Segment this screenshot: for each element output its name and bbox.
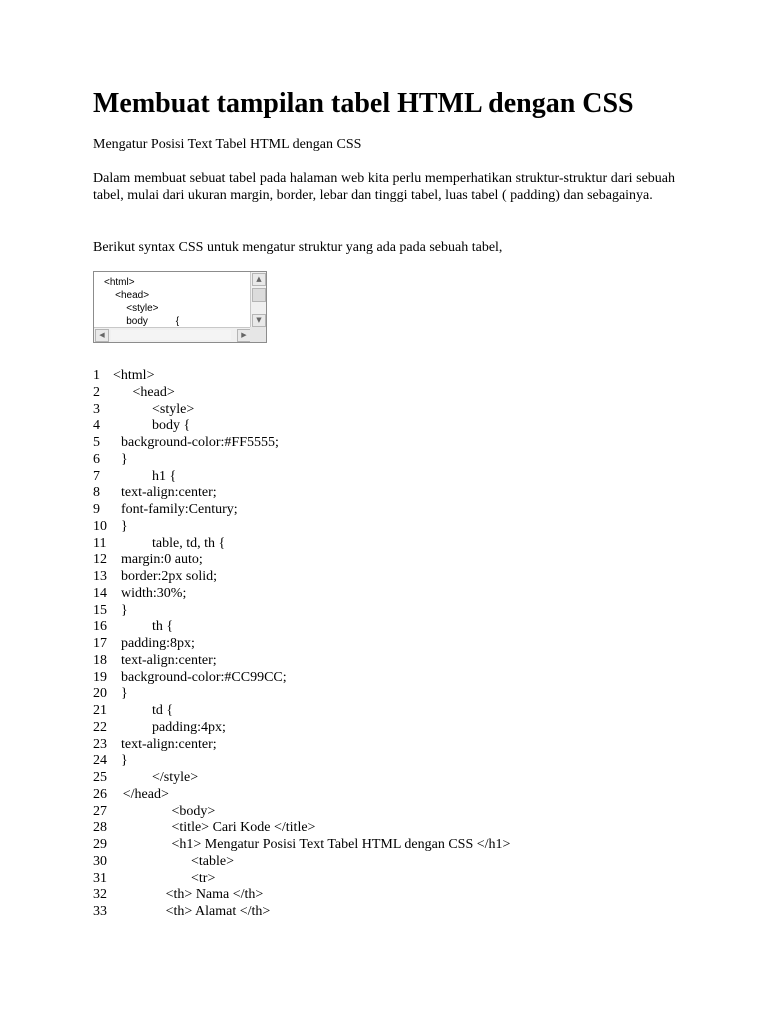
horizontal-scrollbar[interactable] (94, 327, 252, 342)
line-code: td { (152, 703, 174, 718)
line-number: 14 (93, 585, 107, 601)
line-code: text-align:center; (121, 485, 217, 501)
line-code: font-family:Century; (121, 502, 238, 517)
line-number: 30 (93, 853, 107, 869)
vertical-scrollbar[interactable] (250, 272, 266, 328)
line-number: 12 (93, 552, 107, 568)
line-number: 15 (93, 602, 107, 618)
line-number: 23 (93, 736, 107, 752)
line-number: 8 (93, 485, 100, 501)
scroll-right-icon[interactable]: ▶ (237, 329, 251, 342)
line-number: 4 (93, 418, 100, 434)
line-code: <th> Nama </th> (165, 887, 264, 903)
line-number: 20 (93, 686, 107, 702)
line-code: padding:4px; (152, 719, 226, 735)
line-code: h1 { (152, 468, 177, 484)
scrollbar-thumb[interactable] (252, 288, 266, 302)
line-code: text-align:center; (121, 736, 217, 752)
line-number: 31 (93, 870, 107, 886)
line-code: <html> (113, 368, 155, 383)
line-number: 28 (93, 820, 107, 836)
line-code: margin:0 auto; (121, 552, 203, 568)
line-code: width:30%; (121, 585, 187, 601)
scroll-down-icon[interactable]: ▼ (252, 314, 266, 327)
line-code: body { (152, 418, 191, 434)
line-code: border:2px solid; (121, 569, 218, 584)
line-number: 21 (93, 703, 107, 718)
line-code: } (121, 451, 128, 467)
line-code: } (121, 518, 128, 534)
line-number: 29 (93, 837, 107, 852)
code-textarea-line: <style> (104, 303, 159, 314)
line-number: 22 (93, 719, 107, 735)
line-number: 24 (93, 753, 107, 769)
line-number: 3 (93, 401, 100, 417)
code-textarea-line: <html> (104, 277, 135, 288)
line-number: 33 (93, 904, 107, 919)
page-subtitle: Mengatur Posisi Text Tabel HTML dengan CSS (93, 137, 362, 152)
line-number: 17 (93, 636, 107, 651)
line-number: 16 (93, 619, 107, 635)
line-number: 9 (93, 502, 100, 517)
code-textarea-lines (104, 276, 179, 328)
line-code: <title> Cari Kode </title> (171, 820, 316, 836)
line-number: 11 (93, 535, 107, 551)
scroll-left-icon[interactable]: ◀ (95, 329, 109, 342)
scrollbar-corner (250, 327, 266, 342)
line-number: 5 (93, 435, 100, 450)
line-code: </style> (152, 770, 199, 785)
line-code: <tr> (191, 870, 216, 886)
line-code: } (121, 686, 128, 702)
line-code: background-color:#CC99CC; (121, 669, 287, 685)
line-code: <body> (171, 803, 216, 819)
line-number: 18 (93, 652, 107, 668)
code-textarea-line: body { (104, 316, 180, 327)
line-code: <th> Alamat </th> (165, 904, 271, 919)
line-number: 19 (93, 669, 107, 685)
line-code: padding:8px; (121, 636, 195, 651)
line-number: 25 (93, 770, 107, 785)
line-code: th { (152, 619, 174, 635)
line-number: 7 (93, 468, 100, 484)
line-code: <h1> Mengatur Posisi Text Tabel HTML dengan CSS </h1> (171, 837, 511, 852)
line-code: </head> (122, 786, 169, 802)
line-number: 13 (93, 569, 107, 584)
line-code: <table> (191, 853, 234, 869)
line-number: 27 (93, 803, 107, 819)
line-number: 1 (93, 368, 100, 383)
line-code: text-align:center; (121, 652, 217, 668)
code-textarea[interactable] (93, 271, 267, 343)
line-code: <style> (152, 401, 195, 417)
horizontal-scroll-track[interactable] (111, 330, 231, 340)
code-textarea-line: <head> (104, 290, 150, 301)
line-number: 32 (93, 887, 107, 903)
line-code: background-color:#FF5555; (121, 435, 279, 450)
body-paragraph: Dalam membuat sebuat tabel pada halaman web kita perlu memperhatikan struktur-struktur dari sebuah tabel, mulai dari ukuran margin, border, lebar dan tinggi tabel, luas tabel ( padding) dan sebagainya. (93, 171, 675, 203)
line-code: } (121, 602, 128, 618)
line-number: 10 (93, 518, 107, 534)
line-code: table, td, th { (152, 535, 226, 551)
page-title: Membuat tampilan tabel HTML dengan CSS (93, 88, 634, 119)
line-code: } (121, 753, 128, 769)
scroll-up-icon[interactable]: ▲ (252, 273, 266, 286)
line-number: 2 (93, 384, 100, 400)
line-number: 26 (93, 786, 107, 802)
line-number: 6 (93, 451, 100, 467)
line-code: <head> (132, 384, 175, 400)
intro-text: Berikut syntax CSS untuk mengatur struktur yang ada pada sebuah tabel, (93, 240, 503, 255)
